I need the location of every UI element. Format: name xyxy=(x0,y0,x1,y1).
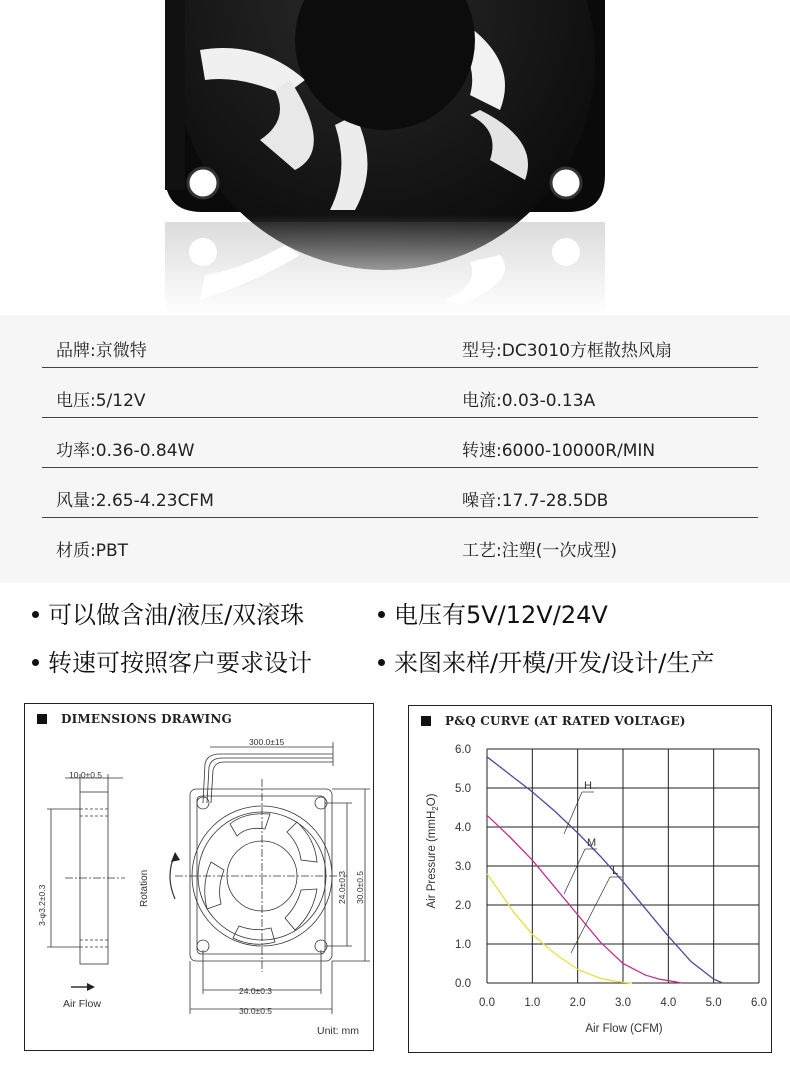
feature-item: 来图来样/开模/开发/设计/生产 xyxy=(378,643,714,678)
x-tick-labels xyxy=(479,997,767,1009)
dimensions-title: DIMENSIONS DRAWING xyxy=(37,712,232,726)
feature-item: 电压有5V/12V/24V xyxy=(378,595,608,630)
fan-photo xyxy=(0,0,790,315)
x-tick-label: 0.0 xyxy=(479,997,495,1009)
hole-dia-label: 3-φ3.2±0.3 xyxy=(37,884,47,926)
spec-row xyxy=(42,368,758,418)
pq-title: P&Q CURVE (AT RATED VOLTAGE) xyxy=(421,714,686,728)
chart-series xyxy=(487,757,723,983)
hole-pitch-h-label: 24.0±0.3 xyxy=(239,986,273,996)
spec-voltage: 电压:5/12V xyxy=(56,391,146,411)
spec-row xyxy=(42,518,758,568)
y-tick-label: 6.0 xyxy=(455,744,471,756)
leader-line xyxy=(564,849,585,894)
spec-power: 功率:0.36-0.84W xyxy=(56,441,195,461)
bullet-icon xyxy=(378,611,385,618)
pq-chart xyxy=(409,706,773,1054)
spec-row xyxy=(42,318,758,368)
y-tick-label: 5.0 xyxy=(455,783,471,795)
spec-noise: 噪音:17.7-28.5DB xyxy=(462,491,609,511)
spec-current: 电流:0.03-0.13A xyxy=(462,391,596,411)
spec-airflow: 风量:2.65-4.23CFM xyxy=(56,491,214,511)
chart-grid xyxy=(487,749,759,983)
y-tick-label: 3.0 xyxy=(455,861,471,873)
cable-length-label: 300.0±15 xyxy=(249,737,285,747)
pq-panel xyxy=(408,705,772,1053)
spec-model: 型号:DC3010方框散热风扇 xyxy=(462,341,672,361)
y-tick-labels xyxy=(455,744,471,990)
x-tick-label: 1.0 xyxy=(524,997,541,1009)
spec-row xyxy=(42,468,758,518)
x-tick-label: 4.0 xyxy=(660,997,677,1009)
series-line-H xyxy=(487,757,723,983)
feature-item: 可以做含油/液压/双滚珠 xyxy=(32,595,304,630)
frame-v-label: 30.0±0.5 xyxy=(355,870,365,904)
hole-pitch-v-label: 24.0±0.3 xyxy=(337,870,347,904)
spec-speed: 转速:6000-10000R/MIN xyxy=(462,441,656,461)
frame-h-label: 30.0±0.5 xyxy=(239,1006,273,1016)
spec-brand: 品牌:京微特 xyxy=(56,341,147,361)
dimensions-drawing xyxy=(25,704,375,1052)
spec-row xyxy=(42,418,758,468)
series-label-H: H xyxy=(584,780,592,792)
series-label-L: L xyxy=(612,865,619,877)
bullet-icon xyxy=(32,611,39,618)
bullet-icon xyxy=(32,659,39,666)
thickness-label: 10.0±0.5 xyxy=(69,770,103,780)
series-line-L xyxy=(487,874,632,983)
x-tick-label: 6.0 xyxy=(751,997,767,1009)
y-tick-label: 4.0 xyxy=(455,822,471,834)
bullet-icon xyxy=(378,659,385,666)
dimensions-panel xyxy=(24,703,374,1051)
y-tick-label: 0.0 xyxy=(455,978,471,990)
unit-label: Unit: mm xyxy=(317,1025,359,1037)
feature-list xyxy=(0,583,790,695)
y-tick-label: 1.0 xyxy=(455,939,471,951)
x-axis-label: Air Flow (CFM) xyxy=(585,1023,663,1035)
x-tick-label: 3.0 xyxy=(615,997,631,1009)
x-tick-label: 2.0 xyxy=(569,997,586,1009)
spec-material: 材质:PBT xyxy=(56,541,129,561)
x-tick-label: 5.0 xyxy=(705,997,722,1009)
y-axis-label: Air Pressure (mmH$_2$O) xyxy=(426,793,440,909)
airflow-label: Air Flow xyxy=(63,998,101,1010)
feature-item: 转速可按照客户要求设计 xyxy=(32,643,312,678)
rotation-label: Rotation xyxy=(139,869,150,907)
y-tick-label: 2.0 xyxy=(455,900,471,912)
series-label-M: M xyxy=(587,837,597,849)
spec-process: 工艺:注塑(一次成型) xyxy=(462,541,617,561)
leader-line xyxy=(571,877,610,953)
arrow-right-icon xyxy=(87,983,95,991)
rotation-arrow-icon xyxy=(171,852,180,862)
spec-table xyxy=(0,315,790,583)
